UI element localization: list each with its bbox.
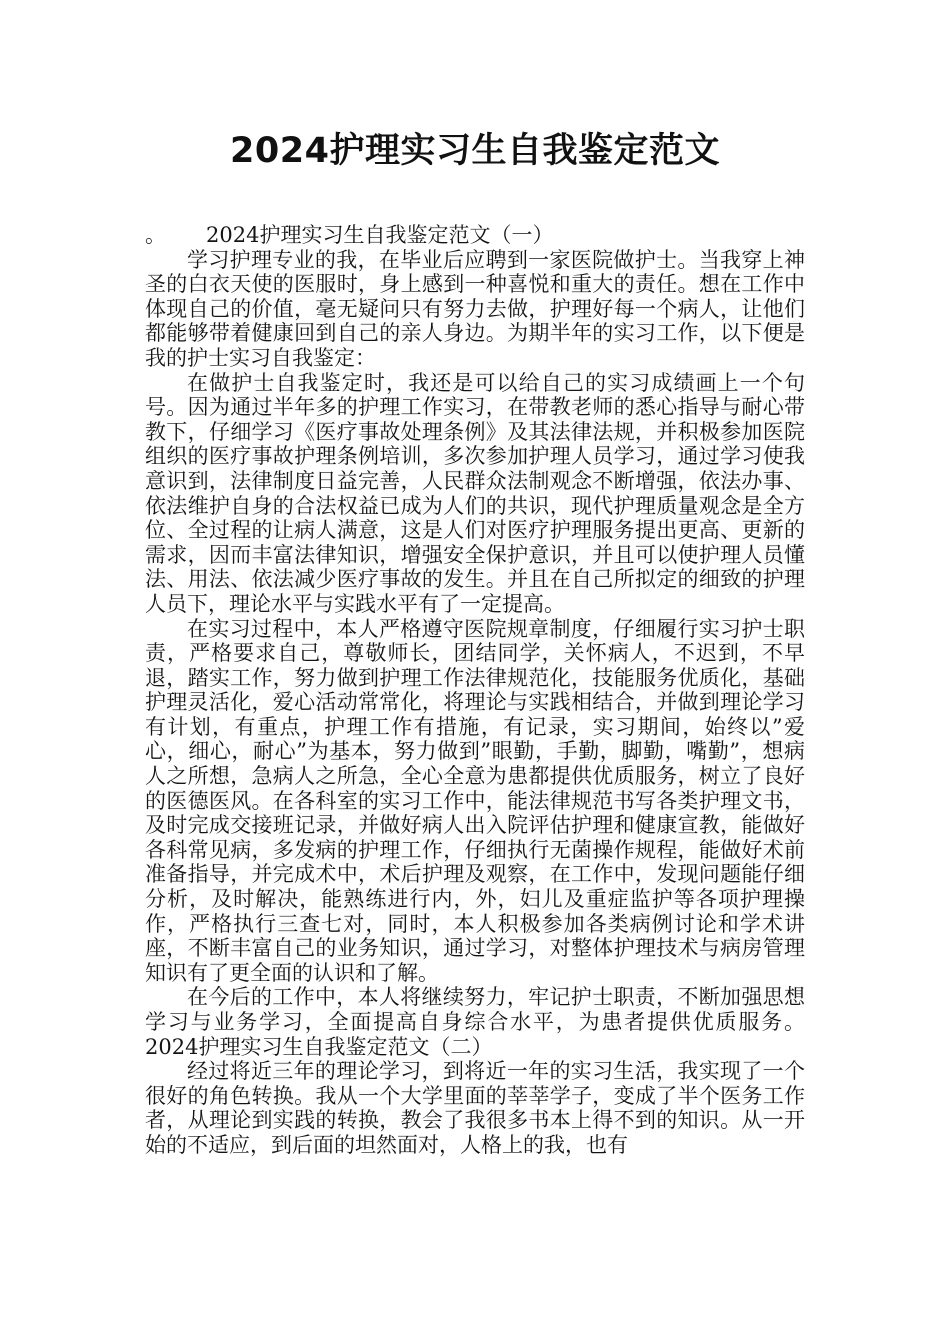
paragraph-3: 在实习过程中，本人严格遵守医院规章制度，仔细履行实习护士职责，严格要求自己，尊敬师长，团结同学，关怀病人，不迟到，不早退，踏实工作，努力做到护理工作法律规范化，技能服务优质化，基础护理灵活化，爱心活动常常化，将理论与实践相结合，并做到理论学习有计划，有重点，护理工作有措施，有记录，实习期间，始终以”爱心，细心，耐心”为基本，努力做到”眼勤，手勤，脚勤，嘴勤”，想病人之所想，急病人之所急，全心全意为患都提供优质服务，树立了良好的医德医风。在各科室的实习工作中，能法律规范书写各类护理文书，及时完成交接班记录，并做好病人出入院评估护理和健康宣教，能做好各科常见病，多发病的护理工作，仔细执行无菌操作规程，能做好术前准备指导，并完成术中，术后护理及观察，在工作中，发现问题能仔细分析，及时解决，能熟练进行内，外，妇儿及重症监护等各项护理操作，严格执行三查七对，同时，本人积极参加各类病例讨论和学术讲座，不断丰富自己的业务知识，通过学习，对整体护理技术与病房管理知识有了更全面的认识和了解。 — [145, 616, 805, 985]
page-title: 2024护理实习生自我鉴定范文 — [230, 131, 720, 171]
document-body — [145, 223, 805, 1158]
paragraph-5: 经过将近三年的理论学习，到将近一年的实习生活，我实现了一个很好的角色转换。我从一个大学里面的莘莘学子，变成了半个医务工作者，从理论到实践的转换，教会了我很多书本上得不到的知识。从一开始的不适应，到后面的坦然面对，人格上的我，也有 — [145, 1059, 805, 1157]
paragraph-4: 在今后的工作中，本人将继续努力，牢记护士职责，不断加强思想学习与业务学习，全面提高自身综合水平，为患者提供优质服务。 2024护理实习生自我鉴定范文（二） — [145, 985, 805, 1059]
section-heading-1: 。 2024护理实习生自我鉴定范文（一） — [145, 223, 554, 247]
paragraph-2: 在做护士自我鉴定时，我还是可以给自己的实习成绩画上一个句号。因为通过半年多的护理工作实习，在带教老师的悉心指导与耐心带教下，仔细学习《医疗事故处理条例》及其法律法规，并积极参加医院组织的医疗事故护理条例培训，多次参加护理人员学习，通过学习使我意识到，法律制度日益完善，人民群众法制观念不断增强，依法办事、依法维护自身的合法权益已成为人们的共识，现代护理质量观念是全方位、全过程的让病人满意，这是人们对医疗护理服务提出更高、更新的需求，因而丰富法律知识，增强安全保护意识，并且可以使护理人员懂法、用法、依法减少医疗事故的发生。并且在自己所拟定的细致的护理人员下，理论水平与实践水平有了一定提高。 — [145, 370, 805, 616]
paragraph-1: 学习护理专业的我，在毕业后应聘到一家医院做护士。当我穿上神圣的白衣天使的医服时，身上感到一种喜悦和重大的责任。想在工作中体现自己的价值，毫无疑问只有努力去做，护理好每一个病人，让他们都能够带着健康回到自己的亲人身边。为期半年的实习工作，以下便是我的护士实习自我鉴定： — [145, 247, 805, 370]
